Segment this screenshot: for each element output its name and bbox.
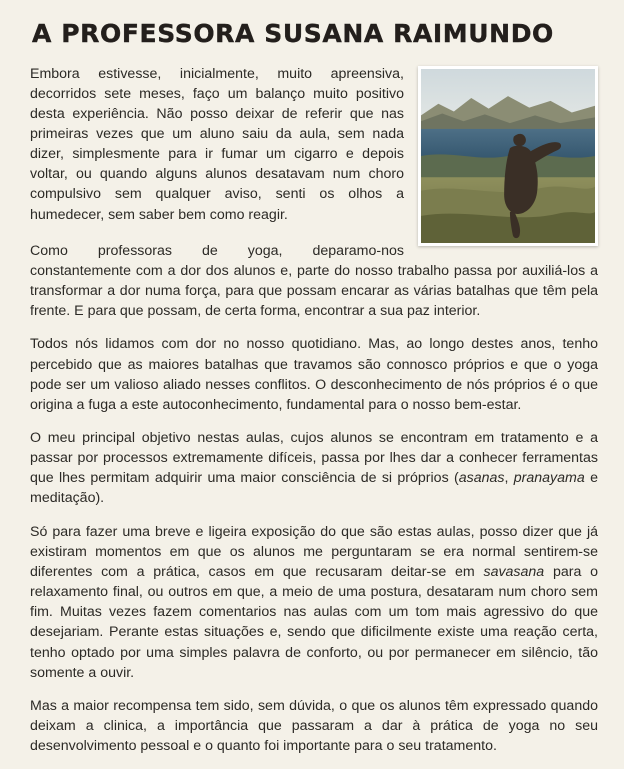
paragraph-2: Como professoras de yoga, deparamo-nos constantemente com a dor dos alunos e, parte do nosso trabalho passa por auxiliá-los a transformar a dor numa força, para que possam encarar as várias batalhas que têm pela frente. E para que possam, de certa forma, encontrar a sua paz interior. [30,241,598,322]
term-pranayama: pranayama [514,470,585,486]
photo-woman-stretching-by-lake [418,66,598,246]
paragraph-6: Mas a maior recompensa tem sido, sem dúvida, o que os alunos têm expressado quando deixam a clinica, a importância que passaram a dar à prática de yoga no seu desenvolvimento pessoal e o quanto foi importante para o seu tratamento. [30,696,598,756]
page-title: A PROFESSORA SUSANA RAIMUNDO [32,20,598,48]
paragraph-5 [30,522,598,683]
paragraph-4-lead: O meu principal objetivo nestas aulas, cujos alunos se encontram em tratamento e a passar por processos extremamente difíceis, passa por lhes dar a conhecer ferramentas que lhes permitam adquirir uma maior consciência de si próprios ( [30,430,598,486]
paragraph-1: Embora estivesse, inicialmente, muito apreensiva, decorridos sete meses, faço um balanço muito positivo desta experiência. Não posso deixar de referir que nas primeiras vezes que um aluno saiu da aula, sem nada dizer, simplesmente para ir fumar um cigarro e depois voltar, ou quando alguns alunos desatavam num choro compulsivo sem qualquer aviso, senti os olhos a humedecer, sem saber bem como reagir. [30,64,598,225]
term-savasana: savasana [483,564,544,580]
paragraph-5-tail: para o relaxamento final, ou outros em que, a meio de uma postura, desataram num choro sem fim. Muitas vezes fazem comentarios nas aulas com um tom mais agressivo do que desejariam. Perante estas situações e, sendo que dificilmente existe uma reação certa, tenho optado por uma simples palavra de conforto, ou por permanecer em silêncio, tão somente a ouvir. [30,564,598,681]
paragraph-3: Todos nós lidamos com dor no nosso quotidiano. Mas, ao longo destes anos, tenho percebido que as maiores batalhas que travamos são connosco próprios e que o yoga pode ser um valioso aliado nesses conflitos. O desconhecimento de nós próprios é o que origina a fuga a este autoconhecimento, fundamental para o nosso bem-estar. [30,334,598,415]
term-asanas: asanas [459,470,505,486]
paragraph-4 [30,428,598,509]
paragraph-4-sep: , [504,470,513,486]
photo-illustration [421,69,595,243]
paragraph-4-tail: e meditação). [30,470,598,506]
paragraph-5-lead: Só para fazer uma breve e ligeira exposição do que são estas aulas, posso dizer que já existiram momentos em que os alunos me perguntaram se era normal sentirem-se diferentes com a prática, casos em que recusaram deitar-se em [30,524,598,580]
article-body [30,64,598,769]
